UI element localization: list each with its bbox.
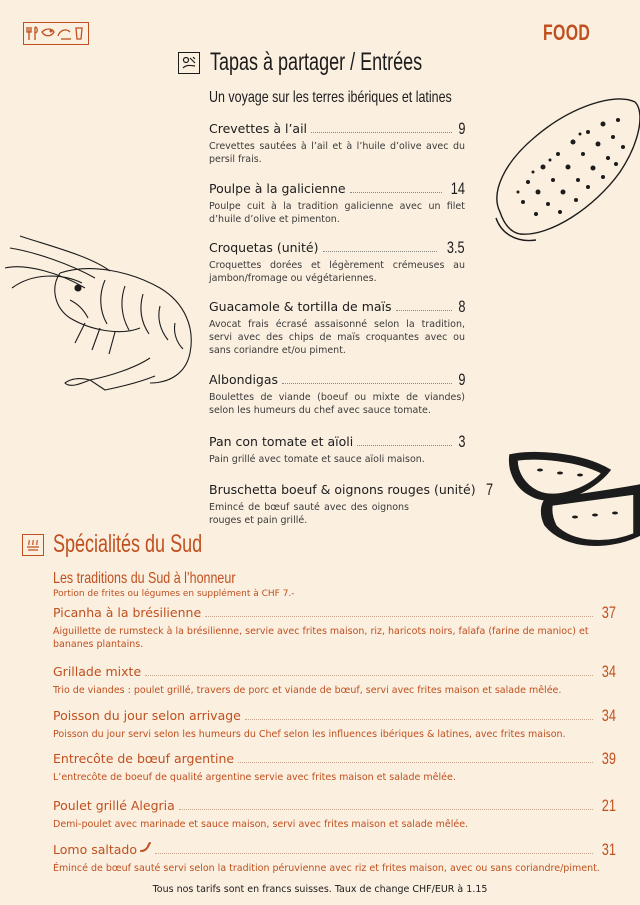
item-price: 34 — [601, 706, 616, 725]
menu-item — [53, 750, 616, 784]
item-name: Entrecôte de bœuf argentine — [53, 751, 235, 766]
item-description: Poisson du jour servi selon les humeurs du Chef selon les influences ibériques & latines, avec frites maison. — [53, 729, 566, 740]
item-name: Grillade mixte — [53, 664, 142, 679]
item-price: 3.5 — [447, 238, 465, 257]
dot-leader — [179, 809, 593, 810]
dot-leader — [238, 762, 593, 763]
item-name: Poulet grillé Alegria — [53, 798, 175, 813]
item-name: Croquetas (unité) — [209, 240, 319, 255]
menu-item — [53, 707, 616, 741]
item-price: 37 — [601, 603, 616, 622]
item-price: 9 — [457, 119, 465, 138]
tapas-icon — [178, 52, 200, 74]
item-price: 3 — [457, 432, 465, 451]
item-description: Émincé de bœuf sauté servi selon la tradition péruvienne avec riz et frites maison, avec ou sans coriandre/piment. — [53, 863, 600, 874]
item-price: 14 — [450, 179, 465, 198]
menu-item — [209, 371, 465, 417]
item-price: 34 — [601, 662, 616, 681]
item-name: Guacamole & tortilla de maïs — [209, 299, 392, 314]
menu-item — [209, 298, 465, 357]
tapas-title: Tapas à partager / Entrées — [210, 48, 423, 76]
menu-item — [53, 604, 616, 651]
item-price: 7 — [485, 480, 493, 499]
food-icons-logo — [25, 24, 87, 43]
item-name: Poisson du jour selon arrivage — [53, 708, 241, 723]
item-name: Pan con tomate et aïoli — [209, 434, 354, 449]
bread-illustration — [488, 92, 640, 252]
chili-pepper-icon — [139, 841, 151, 853]
menu-item — [53, 797, 616, 831]
logo — [23, 22, 89, 45]
shrimp-illustration — [0, 228, 200, 393]
dot-leader — [396, 310, 452, 311]
sud-title: Spécialités du Sud — [53, 530, 203, 558]
dot-leader — [145, 675, 593, 676]
item-price: 31 — [601, 840, 616, 859]
item-name: Lomo saltado — [53, 842, 137, 857]
dot-leader — [245, 719, 593, 720]
item-price: 21 — [601, 796, 616, 815]
item-description: Pain grillé avec tomate et sauce aïoli maison. — [209, 454, 425, 465]
menu-item — [209, 480, 493, 527]
food-label: FOOD — [543, 20, 591, 45]
dot-leader — [155, 853, 593, 854]
item-price: 8 — [457, 297, 465, 316]
item-price: 9 — [457, 370, 465, 389]
item-description: Boulettes de viande (boeuf ou mixte de viandes) selon les humeurs du chef avec sauce tomate. — [209, 392, 465, 416]
item-name: Albondigas — [209, 372, 279, 387]
item-price: 39 — [601, 749, 616, 768]
item-description: Emincé de bœuf sauté avec des oignons rouges et pain grillé. — [209, 502, 409, 526]
menu-item — [53, 841, 616, 875]
item-description: Avocat frais écrasé assaisonné selon la tradition, servi avec des chips de maïs croquantes avec ou sans coriandre et/ou piment. — [209, 319, 465, 356]
menu-item — [209, 180, 465, 226]
grill-icon — [22, 534, 44, 556]
item-description: Trio de viandes : poulet grillé, travers de porc et viande de bœuf, servi avec frites maison et salade mêlée. — [53, 685, 562, 696]
sud-note: Portion de frites ou légumes en supplément à CHF 7.- — [53, 589, 295, 599]
item-description: Demi-poulet avec marinade et sauce maison, servi avec frites maison et salade mêlée. — [53, 819, 469, 830]
item-name: Poulpe à la galicienne — [209, 181, 346, 196]
dot-leader — [311, 132, 451, 133]
menu-item — [209, 120, 465, 166]
footer-note: Tous nos tarifs sont en francs suisses. Taux de change CHF/EUR à 1.15 — [152, 884, 488, 895]
item-description: Poulpe cuit à la tradition galicienne avec un filet d’huile d’olive et pimenton. — [209, 201, 465, 225]
menu-item — [53, 663, 616, 697]
menu-item — [209, 433, 465, 466]
item-description: Croquettes dorées et légèrement crémeuses au jambon/fromage ou végétariennes. — [209, 260, 465, 284]
dot-leader — [282, 383, 451, 384]
item-name: Bruschetta boeuf & oignons rouges (unité) — [209, 482, 476, 497]
item-description: Crevettes sautées à l’ail et à l’huile d’olive avec du persil frais. — [209, 141, 465, 165]
tomato-illustration — [505, 445, 640, 560]
dot-leader — [357, 445, 451, 446]
dot-leader — [323, 251, 438, 252]
sud-heading — [22, 530, 260, 559]
sud-subtitle: Les traditions du Sud à l’honneur — [53, 570, 236, 587]
item-description: Aiguillette de rumsteck à la brésilienne, servie avec frites maison, riz, haricots noirs, falafa (farine de manioc) et bananes plantains. — [53, 626, 589, 650]
item-description: L’entrecôte de boeuf de qualité argentine servie avec frites maison et salade mêlée. — [53, 772, 456, 783]
tapas-subtitle: Un voyage sur les terres ibériques et latines — [209, 89, 452, 106]
tapas-heading — [178, 48, 505, 77]
menu-item — [209, 239, 465, 285]
dot-leader — [205, 616, 593, 617]
item-name: Picanha à la brésilienne — [53, 605, 202, 620]
dot-leader — [350, 192, 442, 193]
item-name: Crevettes à l’ail — [209, 121, 308, 136]
